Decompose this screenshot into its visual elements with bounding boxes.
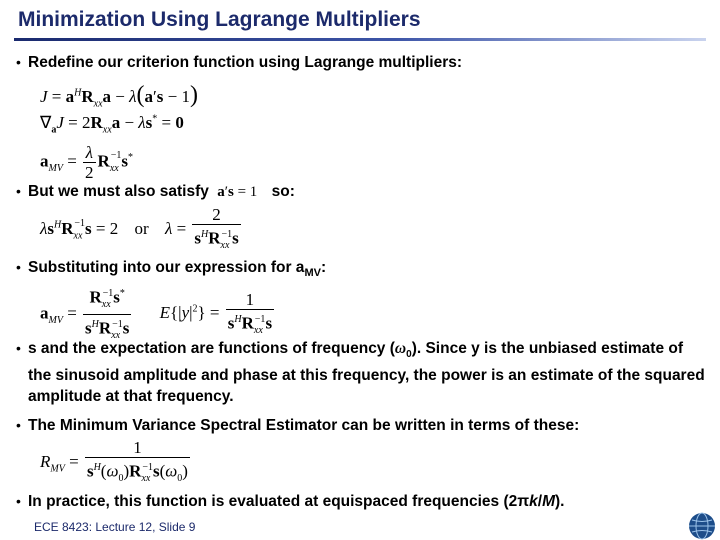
bullet-text: But we must also satisfy bbox=[28, 183, 209, 200]
bullet-redefine bbox=[16, 52, 706, 73]
omega-symbol: ω bbox=[394, 340, 407, 357]
pi-symbol: π bbox=[517, 493, 530, 510]
bullet-constraint bbox=[16, 181, 706, 203]
bullet-mvse bbox=[16, 415, 706, 436]
bullet-text: In practice, this function is evaluated at equispaced frequencies (2 bbox=[28, 493, 518, 510]
slash-symbol: / bbox=[537, 493, 543, 510]
globe-logo-icon bbox=[688, 512, 716, 540]
equation-lambda: $\lambda s^HR_{xx}^{-1}s = 2$ or λ = $\frac{2}{s^HR_{xx}^{-1}s}$ bbox=[40, 205, 243, 255]
title-divider bbox=[14, 38, 706, 41]
k-symbol: k bbox=[529, 493, 538, 510]
bullet-dot: • bbox=[16, 417, 21, 433]
m-symbol: M bbox=[542, 493, 555, 510]
bullet-text: s and the expectation are functions of frequency ( bbox=[28, 340, 395, 357]
bullet-dot: • bbox=[16, 54, 21, 70]
bullet-dot: • bbox=[16, 493, 21, 509]
equation-amv: $a_{MV}$ = $\frac{R_{xx}^{-1}s^*}{s^HR_{xx}^{-1}s}$ $E\{|y|^2\}$ = $\frac{1}{s^HR_{xx}^{-1}s}$ bbox=[40, 284, 276, 345]
bullet-text: Substituting into our expression for a bbox=[28, 259, 305, 276]
slide-footer: ECE 8423: Lecture 12, Slide 9 bbox=[34, 520, 196, 534]
bullet-text-suffix: ). Since y is the unbiased estimate of the sinusoid amplitude and phase at this frequency, the power is an estimate of the squared amplitude at that frequency. bbox=[28, 340, 705, 406]
bullet-equispaced bbox=[16, 491, 706, 512]
omega-subscript: 0 bbox=[406, 349, 412, 361]
bullet-text-suffix: : bbox=[320, 259, 327, 276]
bullet-substituting bbox=[16, 257, 706, 284]
bullet-dot: • bbox=[16, 259, 21, 275]
eq3-render: $a_{MV}$ = $\frac{\lambda}{2}$ $R_{xx}^{-1}s^*$ bbox=[40, 143, 133, 182]
equation-rmv: $R_{MV}$ = $\frac{1}{s^H(\omega_0)R_{xx}^{-1}s(\omega_0)}$ bbox=[40, 438, 192, 488]
constraint-inline: a′s = 1 bbox=[217, 184, 258, 200]
eq2-render: $\nabla_aJ = 2R_{xx}a - \lambda s^* = 0$ bbox=[40, 113, 184, 136]
bullet-frequency bbox=[16, 338, 706, 407]
eq1-render: $J = a^HR_{xx}a - \lambda(a's - 1)$ bbox=[40, 82, 198, 110]
bullet-text: The Minimum Variance Spectral Estimator can be written in terms of these: bbox=[28, 417, 580, 434]
bullet-text-suffix: so: bbox=[271, 183, 295, 200]
subscript-mv: MV bbox=[304, 267, 321, 280]
bullet-text-suffix: ). bbox=[554, 493, 565, 510]
bullet-dot: • bbox=[16, 183, 21, 199]
bullet-dot: • bbox=[16, 340, 21, 356]
bullet-text: Redefine our criterion function using Lagrange multipliers: bbox=[28, 54, 463, 71]
slide-title: Minimization Using Lagrange Multipliers bbox=[18, 8, 421, 31]
